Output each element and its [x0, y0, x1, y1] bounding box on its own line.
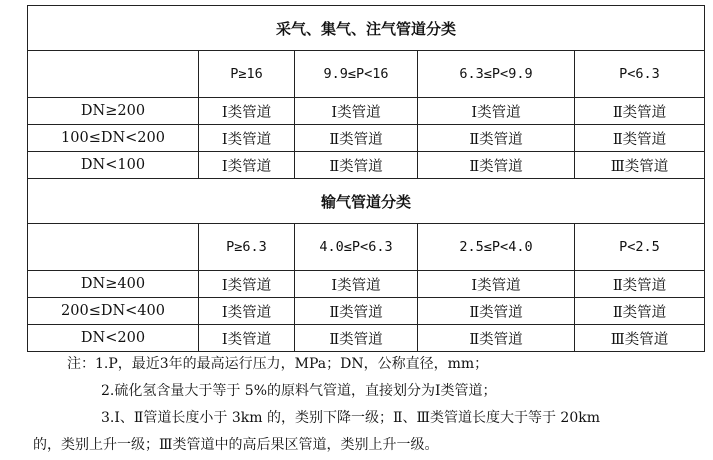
- table2-cell: Ⅱ类管道: [575, 298, 705, 325]
- table2-header-cell: P<2.5: [575, 224, 705, 271]
- table1-cell: Ⅱ类管道: [575, 125, 705, 152]
- table2-cell: Ⅱ类管道: [295, 298, 418, 325]
- table2-row-label: DN≥400: [28, 271, 199, 298]
- table1-row-label: DN<100: [28, 152, 199, 179]
- table1-cell: Ⅰ类管道: [199, 152, 295, 179]
- table2-cell: Ⅱ类管道: [418, 298, 575, 325]
- table2-cell: Ⅱ类管道: [575, 271, 705, 298]
- table1-cell: Ⅰ类管道: [199, 125, 295, 152]
- note-line-4: 的，类别上升一级；Ⅲ类管道中的高后果区管道，类别上升一级。: [33, 437, 439, 453]
- table2-cell: Ⅰ类管道: [199, 271, 295, 298]
- table2-cell: Ⅱ类管道: [295, 325, 418, 352]
- table1-header-cell: 6.3≤P<9.9: [418, 51, 575, 98]
- table1-cell: Ⅰ类管道: [295, 98, 418, 125]
- table1-row-label: DN≥200: [28, 98, 199, 125]
- table1-row-label: 100≤DN<200: [28, 125, 199, 152]
- table1-row: [28, 98, 705, 125]
- table2-header-cell: P≥6.3: [199, 224, 295, 271]
- table1-row: [28, 152, 705, 179]
- table2-cell: Ⅲ类管道: [575, 325, 705, 352]
- table1-cell: Ⅲ类管道: [575, 152, 705, 179]
- table2-cell: Ⅰ类管道: [199, 325, 295, 352]
- table1-header-row: [28, 51, 705, 98]
- table2-header-blank: [28, 224, 199, 271]
- table1-header-blank: [28, 51, 199, 98]
- table2-row-label: DN<200: [28, 325, 199, 352]
- note-line-3: 3.Ⅰ、Ⅱ管道长度小于 3km 的，类别下降一级；Ⅱ、Ⅲ类管道长度大于等于 20km: [101, 410, 601, 426]
- table1-cell: Ⅰ类管道: [418, 98, 575, 125]
- table2-row: [28, 325, 705, 352]
- table2-title-row: [28, 179, 705, 224]
- table1-cell: Ⅱ类管道: [418, 152, 575, 179]
- table1-cell: Ⅱ类管道: [295, 152, 418, 179]
- table2-header-cell: 2.5≤P<4.0: [418, 224, 575, 271]
- note-line-1: 注：1.P，最近3年的最高运行压力，MPa；DN，公称直径，mm；: [67, 356, 489, 372]
- table2-row: [28, 271, 705, 298]
- table2-header-cell: 4.0≤P<6.3: [295, 224, 418, 271]
- table2-row: [28, 298, 705, 325]
- table2-cell: Ⅰ类管道: [418, 271, 575, 298]
- table1-header-cell: 9.9≤P<16: [295, 51, 418, 98]
- table1-row: [28, 125, 705, 152]
- table2-title: 输气管道分类: [28, 179, 705, 224]
- table1-cell: Ⅱ类管道: [575, 98, 705, 125]
- pipeline-classification-table: [27, 5, 705, 352]
- table1-title: 采气、集气、注气管道分类: [28, 6, 705, 51]
- table1-title-row: [28, 6, 705, 51]
- table1-header-cell: P≥16: [199, 51, 295, 98]
- note-line-2: 2.硫化氢含量大于等于 5%的原料气管道，直接划分为Ⅰ类管道；: [101, 383, 497, 399]
- table2-cell: Ⅰ类管道: [295, 271, 418, 298]
- table2-header-row: [28, 224, 705, 271]
- table2-cell: Ⅱ类管道: [418, 325, 575, 352]
- table1-cell: Ⅱ类管道: [295, 125, 418, 152]
- table-notes: [0, 351, 713, 459]
- table1-header-cell: P<6.3: [575, 51, 705, 98]
- table1-cell: Ⅰ类管道: [199, 98, 295, 125]
- table2-cell: Ⅰ类管道: [199, 298, 295, 325]
- table1-cell: Ⅱ类管道: [418, 125, 575, 152]
- table2-row-label: 200≤DN<400: [28, 298, 199, 325]
